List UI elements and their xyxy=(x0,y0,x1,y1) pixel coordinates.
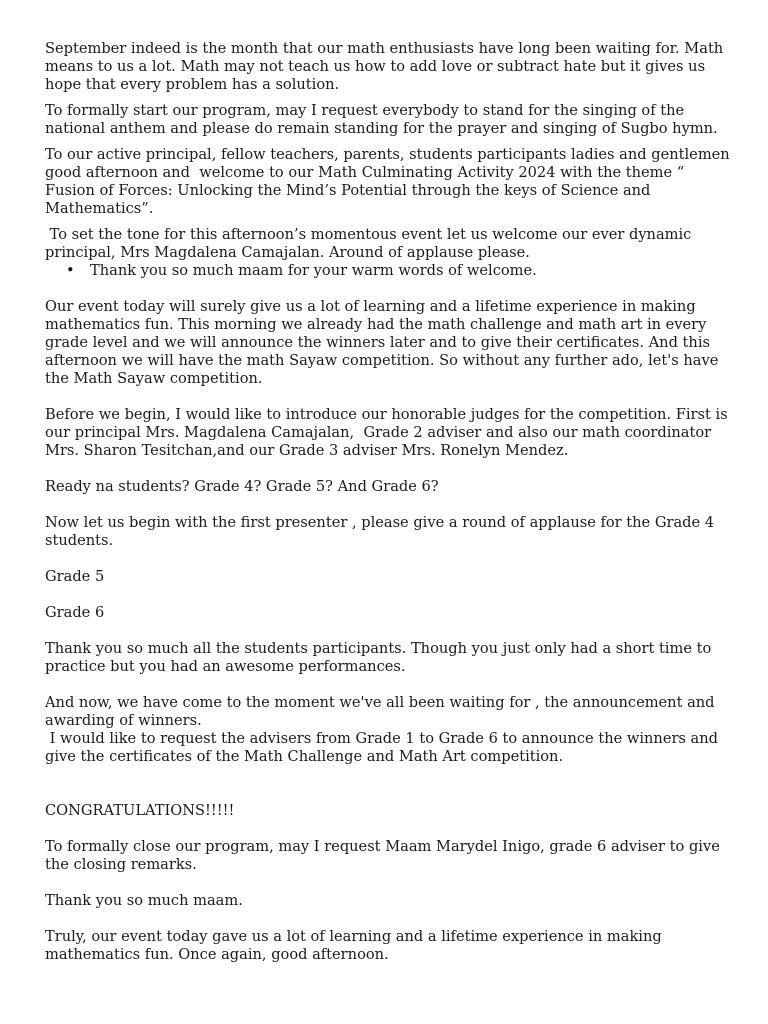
paragraph-first-presenter: Now let us begin with the first presenter , please give a round of applause for the Grade 4 students. xyxy=(45,514,719,549)
bullet-list xyxy=(45,262,734,280)
paragraph-event-overview: Our event today will surely give us a lot of learning and a lifetime experience in making mathematics fun. This morning we already had the math challenge and math art in every grade level and we will announce the winners later and to give their certificates. And this afternoon we will have the math Sayaw competition. So without any further ado, let's have the Math Sayaw competition. xyxy=(45,298,724,387)
paragraph-welcome: To our active principal, fellow teachers, parents, students participants ladies and gentlemen good afternoon and welcome to our Math Culminating Activity 2024 with the theme “ Fusion of Forces: Unlocking the Mind’s Potential through the keys of Science and Mathematics”. xyxy=(45,146,735,217)
paragraph-ready: Ready na students? Grade 4? Grade 5? And Grade 6? xyxy=(45,478,439,495)
paragraph-anthem: To formally start our program, may I request everybody to stand for the singing of the national anthem and please do remain standing for the prayer and singing of Sugbo hymn. xyxy=(45,102,718,137)
paragraph-opening: September indeed is the month that our math enthusiasts have long been waiting for. Math means to us a lot. Math may not teach us how to add love or subtract hate but it gives us hope that every problem has a solution. xyxy=(45,40,728,93)
paragraph-announcement: And now, we have come to the moment we've all been waiting for , the announcement and awarding of winners. xyxy=(45,694,720,729)
paragraph-thank-maam: Thank you so much maam. xyxy=(45,892,243,909)
paragraph-grade-6: Grade 6 xyxy=(45,604,105,621)
paragraph-thanks-participants: Thank you so much all the students participants. Though you just only had a short time to practice but you had an awesome performances. xyxy=(45,640,716,675)
paragraph-grade-5: Grade 5 xyxy=(45,568,105,585)
paragraph-closing-request: To formally close our program, may I request Maam Marydel Inigo, grade 6 adviser to give the closing remarks. xyxy=(45,838,725,873)
paragraph-judges: Before we begin, I would like to introduce our honorable judges for the competition. First is our principal Mrs. Magdalena Camajalan, Grade 2 adviser and also our math coordinator Mrs. Sharon Tesitchan,and our Grade 3 adviser Mrs. Ronelyn Mendez. xyxy=(45,406,733,459)
paragraph-closing: Truly, our event today gave us a lot of learning and a lifetime experience in making mathematics fun. Once again, good afternoon. xyxy=(45,928,667,963)
paragraph-congratulations: CONGRATULATIONS!!!!! xyxy=(45,802,235,819)
paragraph-principal-intro: To set the tone for this afternoon’s momentous event let us welcome our ever dynamic principal, Mrs Magdalena Camajalan. Around of applause please. xyxy=(45,226,696,261)
bullet-item-thanks: • Thank you so much maam for your warm words of welcome. xyxy=(90,262,734,280)
paragraph-advisers-request: I would like to request the advisers from Grade 1 to Grade 6 to announce the winners and give the certificates of the Math Challenge and Math Art competition. xyxy=(45,730,723,765)
